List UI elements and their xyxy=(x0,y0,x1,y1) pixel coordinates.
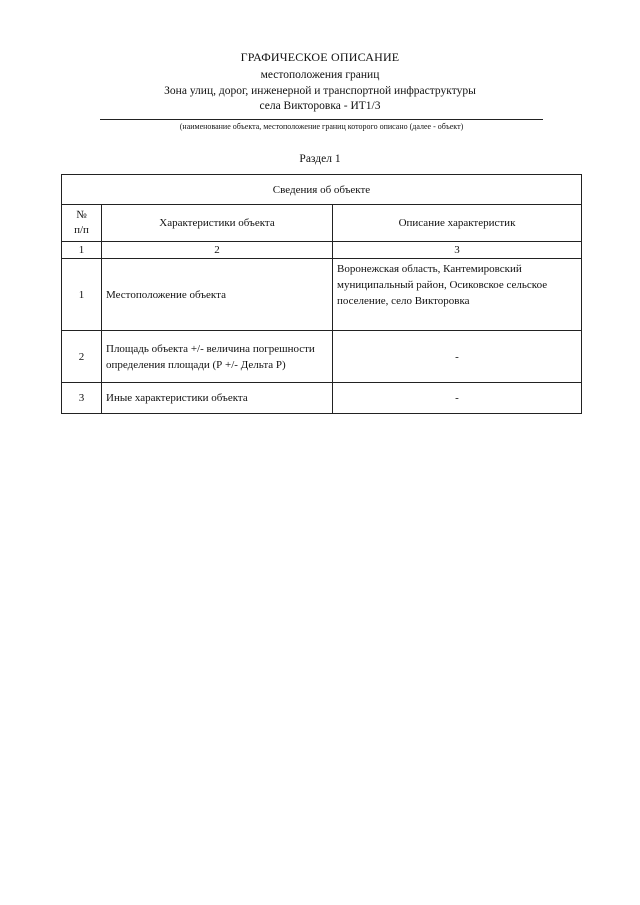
column-header-num: № п/п xyxy=(62,205,102,242)
row-description: - xyxy=(333,331,582,383)
row-characteristic: Местоположение объекта xyxy=(102,259,333,331)
row-characteristic: Площадь объекта +/- величина погрешности определения площади (Р +/- Дельта Р) xyxy=(102,331,333,383)
column-number-3: 3 xyxy=(333,242,582,259)
table-row xyxy=(62,331,582,383)
table-row xyxy=(62,383,582,414)
column-header-characteristics: Характеристики объекта xyxy=(102,205,333,242)
row-num: 1 xyxy=(62,259,102,331)
row-description: - xyxy=(333,383,582,414)
subtitle-line-2: Зона улиц, дорог, инженерной и транспортной инфраструктуры xyxy=(164,84,476,97)
object-name-block xyxy=(60,68,580,115)
section-label: Раздел 1 xyxy=(299,153,341,165)
document-title: ГРАФИЧЕСКОЕ ОПИСАНИЕ xyxy=(240,50,400,64)
row-num: 3 xyxy=(62,383,102,414)
column-number-2: 2 xyxy=(102,242,333,259)
table-header: Сведения об объекте xyxy=(62,175,582,205)
column-number-1: 1 xyxy=(62,242,102,259)
row-characteristic: Иные характеристики объекта xyxy=(102,383,333,414)
rule-caption: (наименование объекта, местоположение границ которого описано (далее - объект) xyxy=(179,122,464,131)
object-info-table xyxy=(61,174,582,414)
subtitle-line-1: местоположения границ xyxy=(260,69,380,81)
underline-rule xyxy=(100,119,543,120)
table-row xyxy=(62,259,582,331)
row-description: Воронежская область, Кантемировский муниципальный район, Осиковское сельское поселение, село Викторовка xyxy=(333,259,582,331)
subtitle-line-3: села Викторовка - ИТ1/3 xyxy=(259,100,381,112)
row-num: 2 xyxy=(62,331,102,383)
column-header-description: Описание характеристик xyxy=(333,205,582,242)
